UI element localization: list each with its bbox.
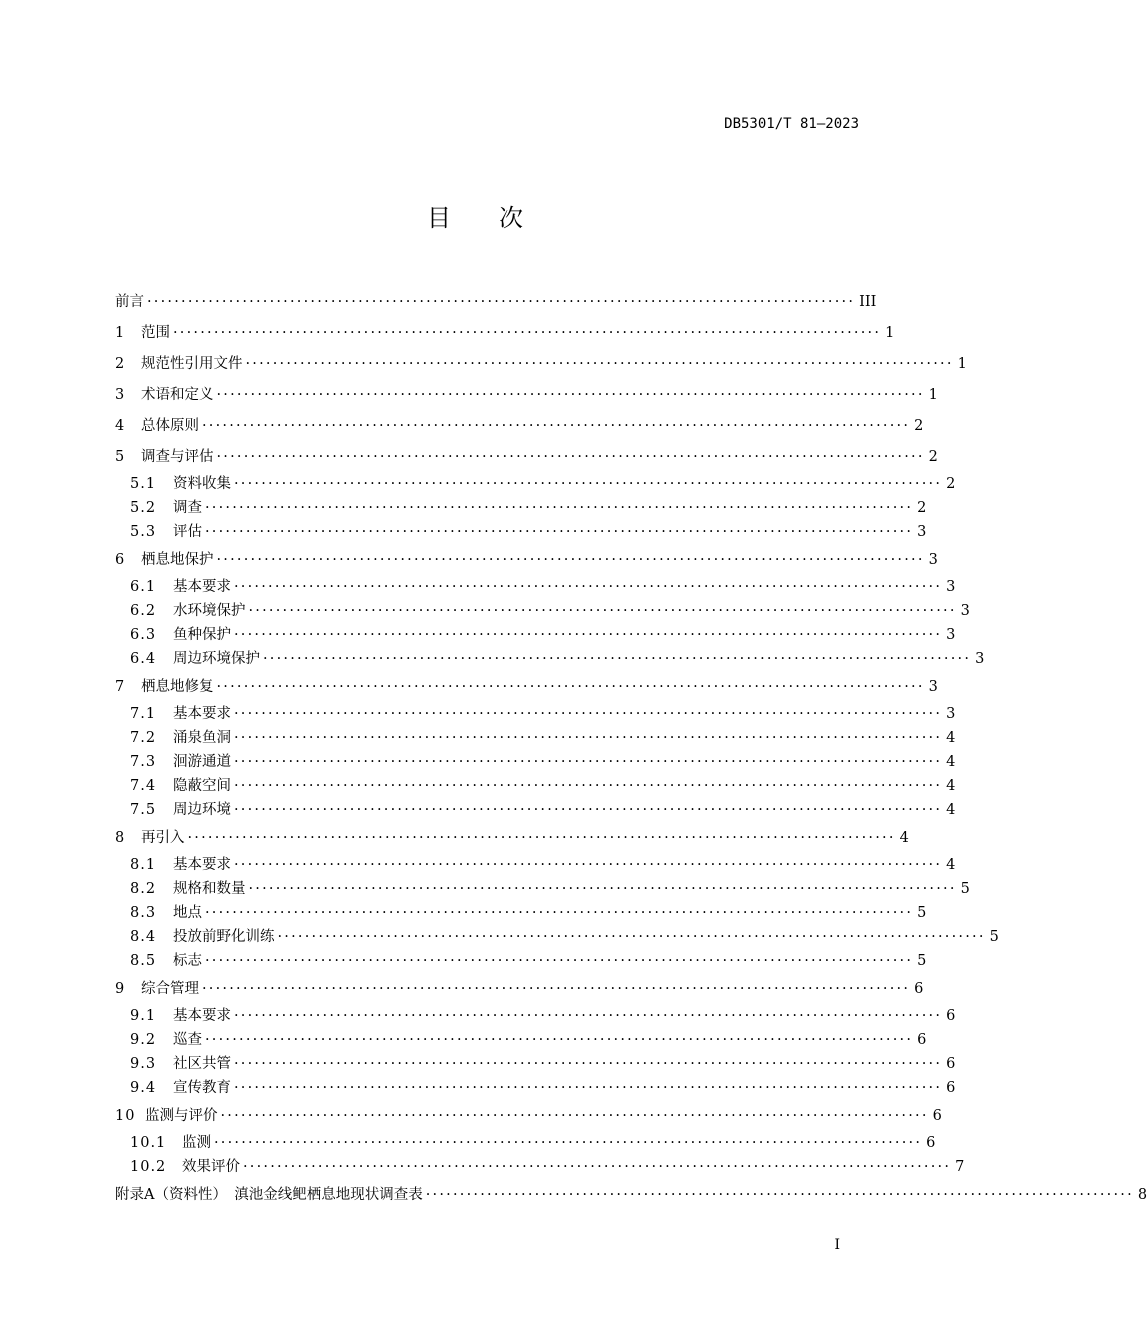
toc-leader-dots: ········································································································ bbox=[425, 1187, 1134, 1203]
toc-entry-page: 8 bbox=[1137, 1187, 1147, 1203]
toc-entry-page: 4 bbox=[899, 830, 909, 846]
toc-entry-label: 隐蔽空间 bbox=[173, 778, 231, 794]
toc-leader-dots: ········································································································ bbox=[216, 449, 925, 465]
toc-entry-7-5[interactable] bbox=[115, 798, 956, 822]
toc-entry-number: 6.3 bbox=[130, 627, 157, 643]
toc-entry-5-2[interactable] bbox=[115, 496, 927, 520]
toc-leader-dots: ········································································································ bbox=[216, 387, 925, 403]
toc-entry-label: 再引入 bbox=[141, 830, 185, 846]
toc-leader-dots: ········································································································ bbox=[248, 603, 957, 619]
toc-entry-page: 3 bbox=[946, 706, 956, 722]
toc-entry-7-2[interactable] bbox=[115, 726, 956, 750]
toc-entry-label: 栖息地保护 bbox=[141, 552, 214, 568]
toc-leader-dots: ········································································································ bbox=[245, 356, 954, 372]
toc-entry-page: 6 bbox=[932, 1108, 942, 1124]
toc-leader-dots: ········································································································ bbox=[248, 881, 957, 897]
toc-entry-label: 评估 bbox=[173, 524, 202, 540]
toc-leader-dots: ········································································································ bbox=[234, 706, 943, 722]
toc-title: 目 次 bbox=[427, 204, 523, 232]
toc-entry-label: 规格和数量 bbox=[173, 881, 246, 897]
toc-entry-9-2[interactable] bbox=[115, 1028, 927, 1052]
toc-entry-page: 1 bbox=[957, 356, 967, 372]
toc-entry-number: 9.4 bbox=[130, 1080, 157, 1096]
toc-leader-dots: ········································································································ bbox=[234, 1056, 943, 1072]
toc-leader-dots: ········································································································ bbox=[234, 730, 943, 746]
toc-entry-label: 监测与评价 bbox=[145, 1108, 218, 1124]
toc-leader-dots: ········································································································ bbox=[216, 679, 925, 695]
toc-entry-number: 1 bbox=[115, 325, 126, 341]
toc-entry-page: 3 bbox=[928, 552, 938, 568]
toc-entry-label: 范围 bbox=[141, 325, 170, 341]
toc-entry-2[interactable] bbox=[115, 348, 967, 379]
toc-entry-number: 2 bbox=[115, 356, 126, 372]
toc-leader-dots: ········································································································ bbox=[234, 579, 943, 595]
toc-entry-number: 5.2 bbox=[130, 500, 157, 516]
toc-entry-number: 4 bbox=[115, 418, 126, 434]
toc-leader-dots: ········································································································ bbox=[234, 802, 943, 818]
toc-entry-number: 10.1 bbox=[130, 1135, 167, 1151]
toc-entry-9-3[interactable] bbox=[115, 1052, 956, 1076]
toc-entry-7-3[interactable] bbox=[115, 750, 956, 774]
toc-entry-number: 8.4 bbox=[130, 929, 157, 945]
toc-entry-9[interactable] bbox=[115, 973, 924, 1004]
toc-entry-number: 7.3 bbox=[130, 754, 157, 770]
toc-entry-label: 社区共管 bbox=[173, 1056, 231, 1072]
toc-entry-number: 8.3 bbox=[130, 905, 157, 921]
toc-entry-page: III bbox=[859, 294, 877, 310]
table-of-contents bbox=[115, 286, 1147, 1210]
toc-entry-number: 7.4 bbox=[130, 778, 157, 794]
toc-entry-label: 地点 bbox=[173, 905, 202, 921]
toc-entry-label: 涌泉鱼洞 bbox=[173, 730, 231, 746]
toc-entry-label: 调查与评估 bbox=[141, 449, 214, 465]
toc-entry-number: 9.1 bbox=[130, 1008, 157, 1024]
page-number: I bbox=[834, 1237, 840, 1253]
toc-entry-8-5[interactable] bbox=[115, 949, 927, 973]
toc-entry-page: 3 bbox=[975, 651, 985, 667]
toc-entry-8-1[interactable] bbox=[115, 853, 956, 877]
toc-leader-dots: ········································································································ bbox=[214, 1135, 923, 1151]
toc-entry-page: 7 bbox=[955, 1159, 965, 1175]
toc-entry-page: 6 bbox=[926, 1135, 936, 1151]
toc-entry-6[interactable] bbox=[115, 544, 938, 575]
toc-entry-foreword[interactable] bbox=[115, 286, 877, 317]
toc-leader-dots: ········································································································ bbox=[205, 1032, 914, 1048]
toc-entry-6-2[interactable] bbox=[115, 599, 970, 623]
toc-entry-label: 附录A（资料性） 滇池金线鲃栖息地现状调查表 bbox=[115, 1187, 423, 1203]
toc-entry-6-3[interactable] bbox=[115, 623, 956, 647]
toc-entry-8-3[interactable] bbox=[115, 901, 927, 925]
toc-entry-number: 3 bbox=[115, 387, 126, 403]
toc-entry-page: 4 bbox=[946, 754, 956, 770]
toc-entry-10-1[interactable] bbox=[115, 1131, 936, 1155]
toc-entry-number: 7.5 bbox=[130, 802, 157, 818]
toc-entry-4[interactable] bbox=[115, 410, 924, 441]
toc-entry-number: 8.5 bbox=[130, 953, 157, 969]
toc-entry-page: 6 bbox=[946, 1080, 956, 1096]
toc-entry-8[interactable] bbox=[115, 822, 909, 853]
toc-entry-page: 3 bbox=[960, 603, 970, 619]
toc-entry-label: 栖息地修复 bbox=[141, 679, 214, 695]
toc-entry-page: 1 bbox=[928, 387, 938, 403]
toc-entry-page: 2 bbox=[914, 418, 924, 434]
toc-entry-label: 投放前野化训练 bbox=[173, 929, 275, 945]
toc-entry-number: 6.4 bbox=[130, 651, 157, 667]
toc-leader-dots: ········································································································ bbox=[202, 981, 911, 997]
toc-leader-dots: ········································································································ bbox=[202, 418, 911, 434]
toc-entry-10[interactable] bbox=[115, 1100, 942, 1131]
toc-entry-10-2[interactable] bbox=[115, 1155, 965, 1179]
toc-entry-label: 前言 bbox=[115, 294, 144, 310]
toc-entry-page: 4 bbox=[946, 857, 956, 873]
toc-entry-number: 10.2 bbox=[130, 1159, 167, 1175]
toc-entry-page: 6 bbox=[946, 1056, 956, 1072]
toc-entry-8-4[interactable] bbox=[115, 925, 999, 949]
toc-entry-5-3[interactable] bbox=[115, 520, 927, 544]
toc-entry-label: 调查 bbox=[173, 500, 202, 516]
toc-entry-page: 5 bbox=[989, 929, 999, 945]
toc-entry-number: 7.1 bbox=[130, 706, 157, 722]
toc-entry-label: 基本要求 bbox=[173, 1008, 231, 1024]
toc-entry-9-1[interactable] bbox=[115, 1004, 956, 1028]
toc-leader-dots: ········································································································ bbox=[234, 627, 943, 643]
toc-entry-number: 10 bbox=[115, 1108, 136, 1124]
toc-leader-dots: ········································································································ bbox=[234, 754, 943, 770]
toc-entry-number: 9.2 bbox=[130, 1032, 157, 1048]
toc-entry-label: 周边环境保护 bbox=[173, 651, 260, 667]
toc-entry-page: 4 bbox=[946, 802, 956, 818]
toc-entry-label: 基本要求 bbox=[173, 579, 231, 595]
toc-entry-number: 5 bbox=[115, 449, 126, 465]
toc-leader-dots: ········································································································ bbox=[205, 500, 914, 516]
toc-leader-dots: ········································································································ bbox=[234, 1008, 943, 1024]
toc-entry-number: 6.1 bbox=[130, 579, 157, 595]
toc-entry-page: 2 bbox=[917, 500, 927, 516]
toc-entry-number: 9 bbox=[115, 981, 126, 997]
toc-entry-number: 7.2 bbox=[130, 730, 157, 746]
toc-entry-page: 6 bbox=[917, 1032, 927, 1048]
toc-entry-page: 6 bbox=[914, 981, 924, 997]
toc-entry-number: 8.2 bbox=[130, 881, 157, 897]
toc-leader-dots: ········································································································ bbox=[173, 325, 882, 341]
toc-entry-page: 3 bbox=[917, 524, 927, 540]
toc-entry-page: 4 bbox=[946, 730, 956, 746]
toc-entry-label: 水环境保护 bbox=[173, 603, 246, 619]
toc-entry-label: 巡查 bbox=[173, 1032, 202, 1048]
toc-leader-dots: ········································································································ bbox=[205, 905, 914, 921]
toc-entry-number: 6.2 bbox=[130, 603, 157, 619]
toc-leader-dots: ········································································································ bbox=[234, 857, 943, 873]
toc-entry-number: 9.3 bbox=[130, 1056, 157, 1072]
toc-entry-page: 3 bbox=[946, 579, 956, 595]
toc-entry-6-4[interactable] bbox=[115, 647, 985, 671]
toc-entry-appendix-a[interactable] bbox=[115, 1179, 1147, 1210]
toc-entry-page: 1 bbox=[885, 325, 895, 341]
toc-leader-dots: ········································································································ bbox=[147, 294, 856, 310]
toc-entry-page: 5 bbox=[917, 953, 927, 969]
toc-entry-label: 监测 bbox=[182, 1135, 211, 1151]
toc-entry-page: 6 bbox=[946, 1008, 956, 1024]
toc-leader-dots: ········································································································ bbox=[234, 778, 943, 794]
toc-entry-page: 4 bbox=[946, 778, 956, 794]
toc-entry-5-1[interactable] bbox=[115, 472, 956, 496]
toc-entry-number: 8.1 bbox=[130, 857, 157, 873]
toc-entry-label: 基本要求 bbox=[173, 706, 231, 722]
toc-entry-label: 规范性引用文件 bbox=[141, 356, 243, 372]
toc-entry-label: 总体原则 bbox=[141, 418, 199, 434]
toc-leader-dots: ········································································································ bbox=[243, 1159, 952, 1175]
toc-leader-dots: ········································································································ bbox=[187, 830, 896, 846]
toc-entry-label: 效果评价 bbox=[182, 1159, 240, 1175]
toc-entry-1[interactable] bbox=[115, 317, 895, 348]
toc-entry-number: 6 bbox=[115, 552, 126, 568]
toc-leader-dots: ········································································································ bbox=[205, 524, 914, 540]
toc-leader-dots: ········································································································ bbox=[216, 552, 925, 568]
toc-entry-number: 7 bbox=[115, 679, 126, 695]
toc-entry-label: 周边环境 bbox=[173, 802, 231, 818]
toc-entry-7-1[interactable] bbox=[115, 702, 956, 726]
toc-entry-number: 5.3 bbox=[130, 524, 157, 540]
toc-leader-dots: ········································································································ bbox=[220, 1108, 929, 1124]
document-code: DB5301/T 81—2023 bbox=[724, 116, 859, 132]
toc-entry-label: 标志 bbox=[173, 953, 202, 969]
toc-entry-label: 基本要求 bbox=[173, 857, 231, 873]
toc-entry-page: 3 bbox=[928, 679, 938, 695]
toc-entry-page: 2 bbox=[928, 449, 938, 465]
toc-entry-page: 3 bbox=[946, 627, 956, 643]
toc-entry-6-1[interactable] bbox=[115, 575, 956, 599]
toc-entry-page: 5 bbox=[960, 881, 970, 897]
toc-entry-page: 5 bbox=[917, 905, 927, 921]
toc-entry-label: 资料收集 bbox=[173, 476, 231, 492]
toc-entry-label: 综合管理 bbox=[141, 981, 199, 997]
toc-entry-label: 术语和定义 bbox=[141, 387, 214, 403]
toc-entry-number: 8 bbox=[115, 830, 126, 846]
toc-leader-dots: ········································································································ bbox=[277, 929, 986, 945]
toc-entry-label: 宣传教育 bbox=[173, 1080, 231, 1096]
toc-entry-number: 5.1 bbox=[130, 476, 157, 492]
toc-entry-3[interactable] bbox=[115, 379, 938, 410]
toc-leader-dots: ········································································································ bbox=[234, 1080, 943, 1096]
toc-entry-label: 洄游通道 bbox=[173, 754, 231, 770]
toc-entry-7-4[interactable] bbox=[115, 774, 956, 798]
toc-leader-dots: ········································································································ bbox=[205, 953, 914, 969]
toc-entry-9-4[interactable] bbox=[115, 1076, 956, 1100]
toc-entry-5[interactable] bbox=[115, 441, 938, 472]
toc-leader-dots: ········································································································ bbox=[234, 476, 943, 492]
toc-entry-page: 2 bbox=[946, 476, 956, 492]
toc-entry-7[interactable] bbox=[115, 671, 938, 702]
toc-entry-8-2[interactable] bbox=[115, 877, 970, 901]
toc-leader-dots: ········································································································ bbox=[263, 651, 972, 667]
toc-entry-label: 鱼种保护 bbox=[173, 627, 231, 643]
